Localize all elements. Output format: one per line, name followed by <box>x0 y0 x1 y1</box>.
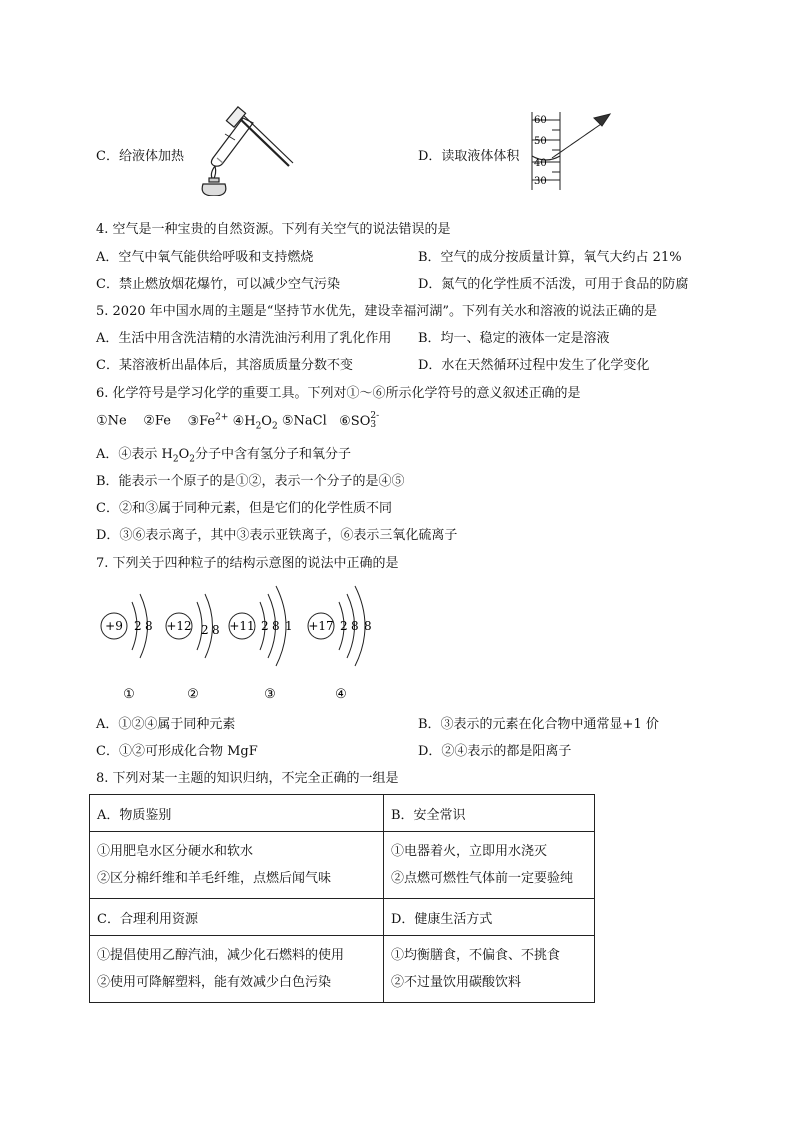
q6-option-c: C．②和③属于同种元素，但是它们的化学性质不同 <box>96 501 392 516</box>
q8-stem: 8. 下列对某一主题的知识归纳，不完全正确的一组是 <box>96 771 399 786</box>
scale-tick: 30 <box>534 176 547 187</box>
knowledge-table <box>89 794 595 1003</box>
scale-tick: 50 <box>534 136 547 147</box>
q5-stem: 5. 2020 年中国水周的主题是“坚持节水优先，建设幸福河湖”。下列有关水和溶液的说法正确的是 <box>96 304 658 319</box>
table-cell-b-body: ①电器着火，立即用水浇灭 ②点燃可燃性气体前一定要验纯 <box>384 832 595 899</box>
symbol-2: ②Fe <box>143 413 171 429</box>
shell-electrons: 8 <box>272 619 280 633</box>
q4-option-b: B．空气的成分按质量计算，氧气大约占 21% <box>418 250 682 265</box>
symbol-4: $④H_2O_2$ <box>232 413 278 432</box>
q5-option-d: D．水在天然循环过程中发生了化学变化 <box>418 358 650 373</box>
particle-label: ③ <box>264 687 276 700</box>
shell-electrons: 2 <box>261 619 269 633</box>
shell-electrons: 2 <box>340 619 348 633</box>
particle-label: ① <box>123 687 135 700</box>
scale-tick: 60 <box>534 115 547 126</box>
q7-option-a: A．①②④属于同种元素 <box>96 717 236 732</box>
symbol-5: ⑤NaCl <box>281 413 327 429</box>
scale-tick: 40 <box>534 158 547 169</box>
shell-electrons: 2 <box>201 623 209 637</box>
q4-option-c: C．禁止燃放烟花爆竹，可以减少空气污染 <box>96 277 340 292</box>
table-cell-a-body: ①用肥皂水区分硬水和软水 ②区分棉纤维和羊毛纤维，点燃后闻气味 <box>90 832 384 899</box>
particle-label: ④ <box>335 687 347 700</box>
table-cell-c-head: C．合理利用资源 <box>90 899 384 936</box>
atomic-structure-diagrams <box>95 582 395 700</box>
graduated-cylinder-illustration <box>528 108 620 194</box>
q7-option-c: C．①②可形成化合物 MgF <box>96 744 258 759</box>
particle-label: ② <box>187 687 199 700</box>
q7-option-d: D．②④表示的都是阳离子 <box>418 744 572 759</box>
symbol-3: $③Fe^{2+}$ <box>187 412 229 429</box>
table-cell-a-head: A．物质鉴别 <box>90 795 384 832</box>
table-cell-b-head: B．安全常识 <box>384 795 595 832</box>
q7-option-b: B．③表示的元素在化合物中通常显+1 价 <box>418 717 659 732</box>
shell-electrons: 8 <box>364 619 372 633</box>
q7-stem: 7. 下列关于四种粒子的结构示意图的说法中正确的是 <box>96 556 399 571</box>
heating-liquid-illustration <box>185 96 305 196</box>
nucleus-charge: +12 <box>166 619 192 633</box>
symbol-6: ⑥SO 2- 3 <box>339 411 380 430</box>
q6-option-b: B．能表示一个原子的是①②，表示一个分子的是④⑤ <box>96 474 405 489</box>
nucleus-charge: +17 <box>308 619 334 633</box>
q6-option-d: D．③⑥表示离子，其中③表示亚铁离子，⑥表示三氧化硫离子 <box>96 528 458 543</box>
table-cell-d-head: D．健康生活方式 <box>384 899 595 936</box>
shell-electrons: 8 <box>145 619 153 633</box>
q6-option-a: A．④表示 $H_2O_2$分子中含有氢分子和氧分子 <box>96 447 352 465</box>
shell-electrons: 2 <box>134 619 142 633</box>
q4-option-a: A．空气中氧气能供给呼吸和支持燃烧 <box>96 250 314 265</box>
q4-stem: 4. 空气是一种宝贵的自然资源。下列有关空气的说法错误的是 <box>96 222 451 237</box>
q3-option-d: D．读取液体体积 <box>418 149 520 164</box>
nucleus-charge: +9 <box>105 619 123 633</box>
q5-option-b: B．均一、稳定的液体一定是溶液 <box>418 331 610 346</box>
shell-electrons: 1 <box>285 619 293 633</box>
q3-option-c: C．给液体加热 <box>96 149 184 164</box>
q4-option-d: D．氮气的化学性质不活泼，可用于食品的防腐 <box>418 277 689 292</box>
q6-symbols <box>96 412 379 431</box>
shell-electrons: 8 <box>212 623 220 637</box>
table-cell-c-body: ①提倡使用乙醇汽油，减少化石燃料的使用 ②使用可降解塑料，能有效减少白色污染 <box>90 936 384 1003</box>
q5-option-c: C．某溶液析出晶体后，其溶质质量分数不变 <box>96 358 353 373</box>
q6-stem: 6. 化学符号是学习化学的重要工具。下列对①～⑥所示化学符号的意义叙述正确的是 <box>96 386 581 401</box>
table-cell-d-body: ①均衡膳食，不偏食、不挑食 ②不过量饮用碳酸饮料 <box>384 936 595 1003</box>
nucleus-charge: +11 <box>229 619 255 633</box>
shell-electrons: 8 <box>351 619 359 633</box>
symbol-1: ①Ne <box>96 413 127 429</box>
q5-option-a: A．生活中用含洗洁精的水清洗油污利用了乳化作用 <box>96 331 392 346</box>
